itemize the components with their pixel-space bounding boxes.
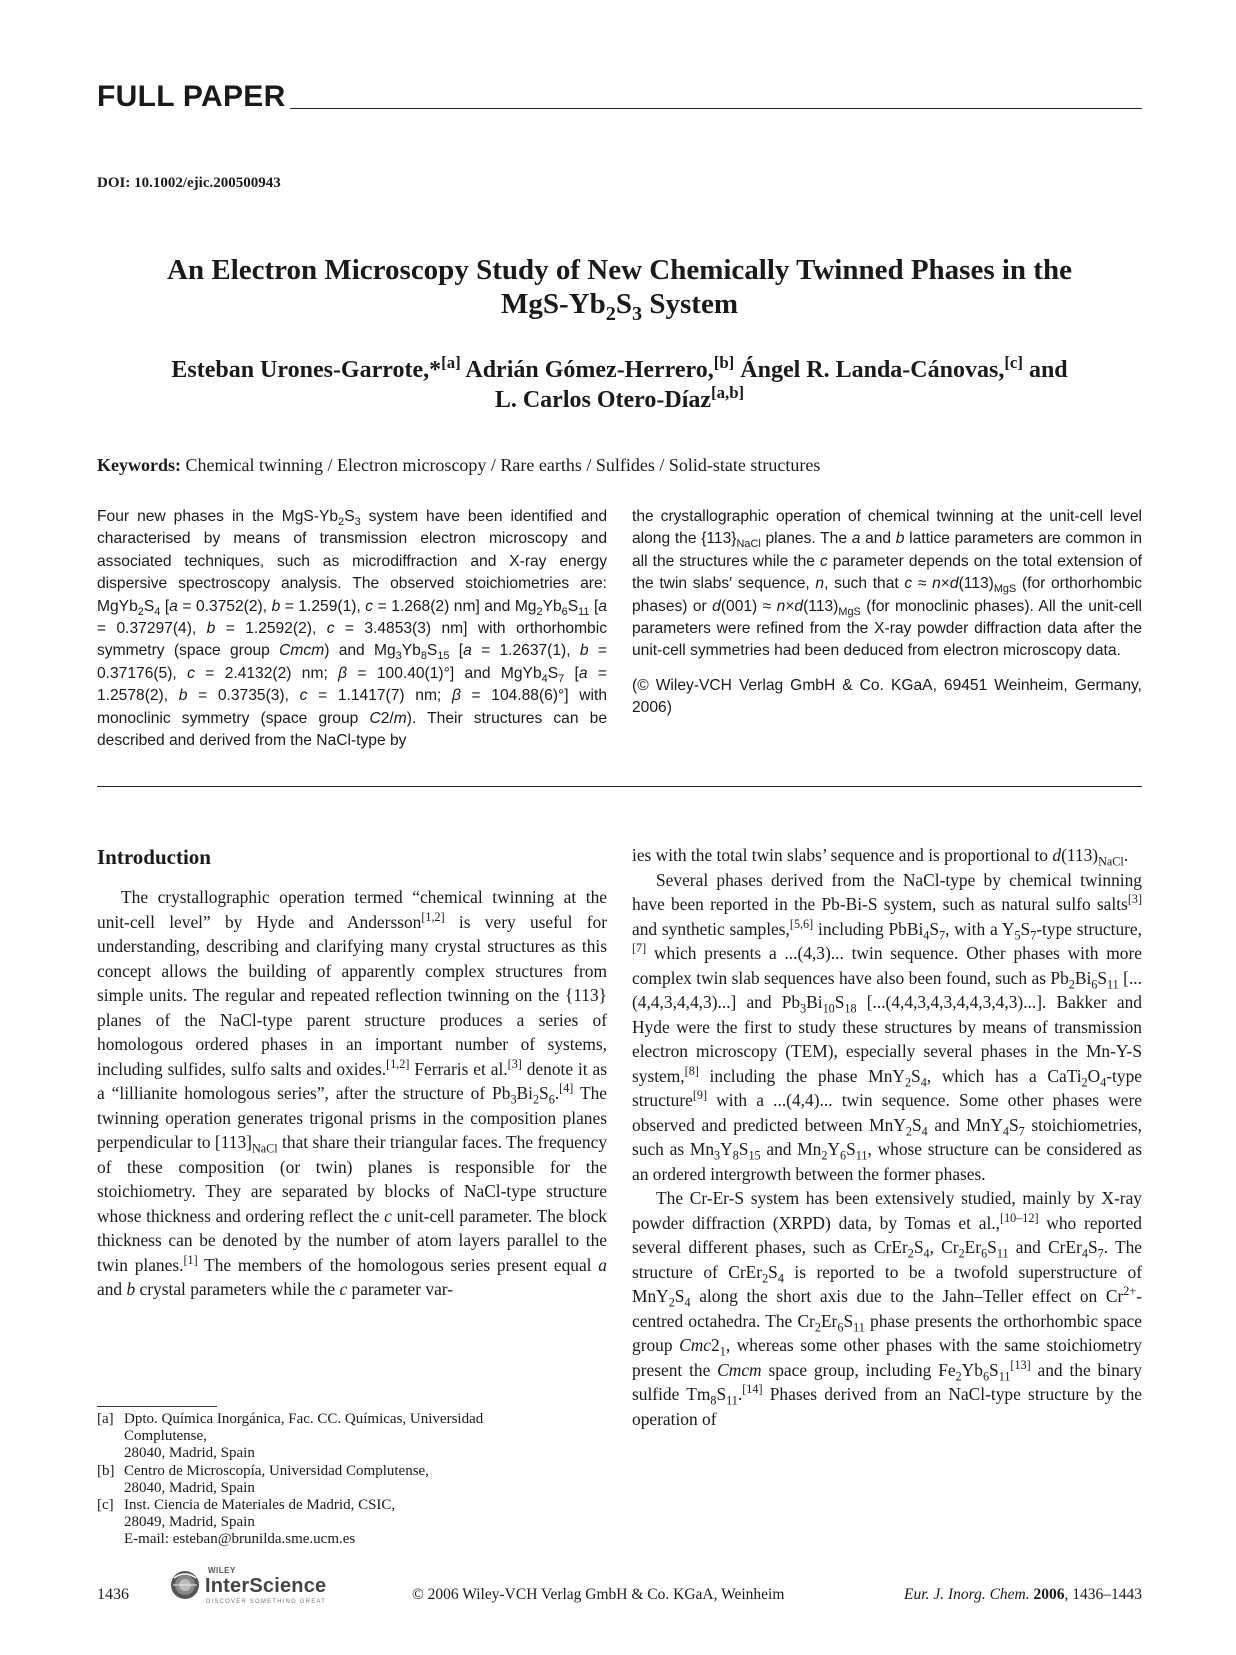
author-conjunction: and [1022, 357, 1068, 383]
title-line-1: An Electron Microscopy Study of New Chemically Twinned Phases in the [167, 254, 1072, 286]
logo-publisher: WILEY [208, 1566, 236, 1575]
keywords [97, 455, 820, 476]
abstract-right-column: the crystallographic operation of chemical twinning at the unit-cell level along the $\{113\}_{NaCl}$ planes. The a and b lattice parameters are common in all the structures while the c parameter depends on the total extension of the twin slabs′ sequence, n, such that $c \approx n\times d(113)_{MgS}$ (for orthorhombic phases) or $d(001) \approx n\times d(113)_{MgS}$ (for monoclinic phases). All the unit-cell parameters were refined from the X-ray powder diffraction data after the unit-cell symmetries had been deduced from electron microscopy data. (© Wiley-VCH Verlag GmbH & Co. KGaA, 69451 Weinheim, Germany, 2006) [632, 506, 1142, 720]
introduction-heading: Introduction [97, 845, 211, 869]
logo-brand: InterScience [205, 1575, 327, 1597]
author-name: Esteban Urones-Garrote,* [171, 357, 442, 383]
corresponding-email[interactable]: E-mail: esteban@brunilda.sme.ucm.es [124, 1531, 356, 1548]
footnote-b: [b] Centro de Microscopía, Universidad Complutense, 28040, Madrid, Spain [97, 1462, 429, 1496]
introduction-right-column: ies with the total twin slabs’ sequence and is proportional to $d(113)_{NaCl}$. Several phases derived from the NaCl-type by chemical twinning have been reported in the Pb-Bi-S system, such as natural sulfo salts[3] and synthetic samples,[5,6] including $PbBi_4S_7$, with a $Y_5S_7$-type structure,[7] which presents a ...(4,3)... twin sequence. Other phases with more complex twin slab sequences have also been found, such as $Pb_2Bi_6S_{11}$ [...(4,4,3,4,4,3)...] and $Pb_3Bi_{10}S_{18}$ [...(4,4,3,4,3,4,4,3,4,3)...]. Bakker and Hyde were the first to study these structures by means of transmission electron microscopy (TEM), especially several phases in the Mn-Y-S system,[8] including the phase $MnY_2S_4$, which has a $CaTi_2O_4$-type structure[9] with a ...(4,4)... twin sequence. Some other phases were observed and predicted between $MnY_2S_4$ and $MnY_4S_7$ stoichiometries, such as $Mn_3Y_8S_{15}$ and $Mn_2Y_6S_{11}$, whose structure can be considered as an ordered intergrowth between the former phases. The Cr-Er-S system has been extensively studied, mainly by X-ray powder diffraction (XRPD) data, by Tomas et al.,[10–12] who reported several different phases, such as $CrEr_2S_4$, $Cr_2Er_6S_{11}$ and $CrEr_4S_7$. The structure of $CrEr_2S_4$ is reported to be a twofold superstructure of $MnY_2S_4$ along the short axis due to the Jahn–Teller effect on $Cr^{2+}$-centred octahedra. The $Cr_2Er_6S_{11}$ phase presents the orthorhombic space group $Cmc2_1$, whereas some other phases with the same stoichiometry present the Cmcm space group, including $Fe_2Yb_6S_{11}[13]$ and the binary sulfide $Tm_8S_{11}.[14]$ Phases derived from an NaCl-type structure by the operation of [632, 845, 1143, 1429]
keywords-label: Keywords: [97, 455, 181, 475]
keywords-text: Chemical twinning / Electron microscopy / Rare earths / Sulfides / Solid-state structures [181, 455, 821, 475]
doi-text[interactable]: DOI: 10.1002/ejic.200500943 [97, 175, 281, 191]
abstract-left-column: Four new phases in the MgS-$Yb_2S_3$ system have been identified and characterised by means of transmission electron microscopy and associated techniques, such as microdiffraction and X-ray energy dispersive spectroscopy analysis. The observed stoichiometries are: $MgYb_2S_4$ [a = 0.3752(2), b = 1.259(1), c = 1.268(2) nm] and $Mg_2Yb_6S_{11}$ [a = 0.37297(4), b = 1.2592(2), c = 3.4853(3) nm] with orthorhombic symmetry (space group Cmcm) and $Mg_3Yb_8S_{15}$ [a = 1.2637(1), b = 0.37176(5), c = 2.4132(2) nm; β = 100.40(1)°] and $MgYb_4S_7$ [a = 1.2578(2), b = 0.3735(3), c = 1.1417(7) nm; β = 104.88(6)°] with monoclinic symmetry (space group C2/m). Their structures can be described and derived from the NaCl-type by [97, 508, 608, 750]
author-affiliation: [a,b] [711, 383, 745, 402]
section-label: FULL PAPER [97, 80, 286, 113]
title-line-2: MgS-$Yb_2S_3$ System [500, 288, 738, 325]
journal-citation: Eur. J. Inorg. Chem. 2006, 1436–1443 [904, 1586, 1142, 1603]
footer-copyright: © 2006 Wiley-VCH Verlag GmbH & Co. KGaA, Weinheim [412, 1586, 785, 1603]
abstract-rule [97, 786, 1142, 787]
introduction-left-column: The crystallographic operation termed “chemical twinning at the unit-cell level” by Hyde and Andersson[1,2] is very useful for understanding, describing and clarifying many crystal structures as this concept allows the building of apparently complex structures from simple units. The regular and repeated reflection twinning on the {113} planes of the NaCl-type parent structure produces a series of homologous ordered phases in an important number of systems, including sulfides, sulfo salts and oxides.[1,2] Ferraris et al.[3] denote it as a “lillianite homologous series”, after the structure of $Pb_3Bi_2S_6.[4]$ The twinning operation generates trigonal prisms in the composition planes perpendicular to $[113]_{NaCl}$ that share their triangular faces. The frequency of these composition (or twin) planes is responsible for the stoichiometry. They are separated by blocks of NaCl-type structure whose thickness and ordering reflect the c unit-cell parameter. The block thickness can be denoted by the number of atom layers parallel to the twin planes.[1] The members of the homologous series present equal a and b crystal parameters while the c parameter var- [97, 887, 608, 1299]
header-rule [290, 108, 1142, 109]
footnote-a: [a] Dpto. Química Inorgánica, Fac. CC. Químicas, Universidad Complutense, 28040, Madrid, Spain [97, 1411, 484, 1462]
abstract-copyright: (© Wiley-VCH Verlag GmbH & Co. KGaA, 69451 Weinheim, Germany, 2006) [632, 676, 1142, 717]
page-number: 1436 [97, 1586, 129, 1603]
author-affiliation: [c] [1004, 353, 1023, 372]
author-name: L. Carlos Otero-Díaz [494, 387, 712, 413]
affiliation-footnotes [97, 1411, 617, 1549]
logo-tagline: DISCOVER SOMETHING GREAT [206, 1599, 327, 1605]
author-name: Adrián Gómez-Herrero, [460, 357, 714, 383]
author-list [97, 355, 1142, 415]
footnote-rule [97, 1406, 217, 1407]
author-affiliation: [a] [441, 353, 461, 372]
author-name: Ángel R. Landa-Cánovas, [734, 357, 1005, 383]
footnote-c: [c] Inst. Ciencia de Materiales de Madrid, CSIC, 28049, Madrid, Spain E-mail: esteban@brunilda.sme.ucm.es [97, 1497, 617, 1549]
author-line-2 [97, 385, 1142, 415]
author-affiliation: [b] [713, 353, 735, 372]
article-title [97, 253, 1142, 325]
author-line-1 [97, 355, 1142, 385]
